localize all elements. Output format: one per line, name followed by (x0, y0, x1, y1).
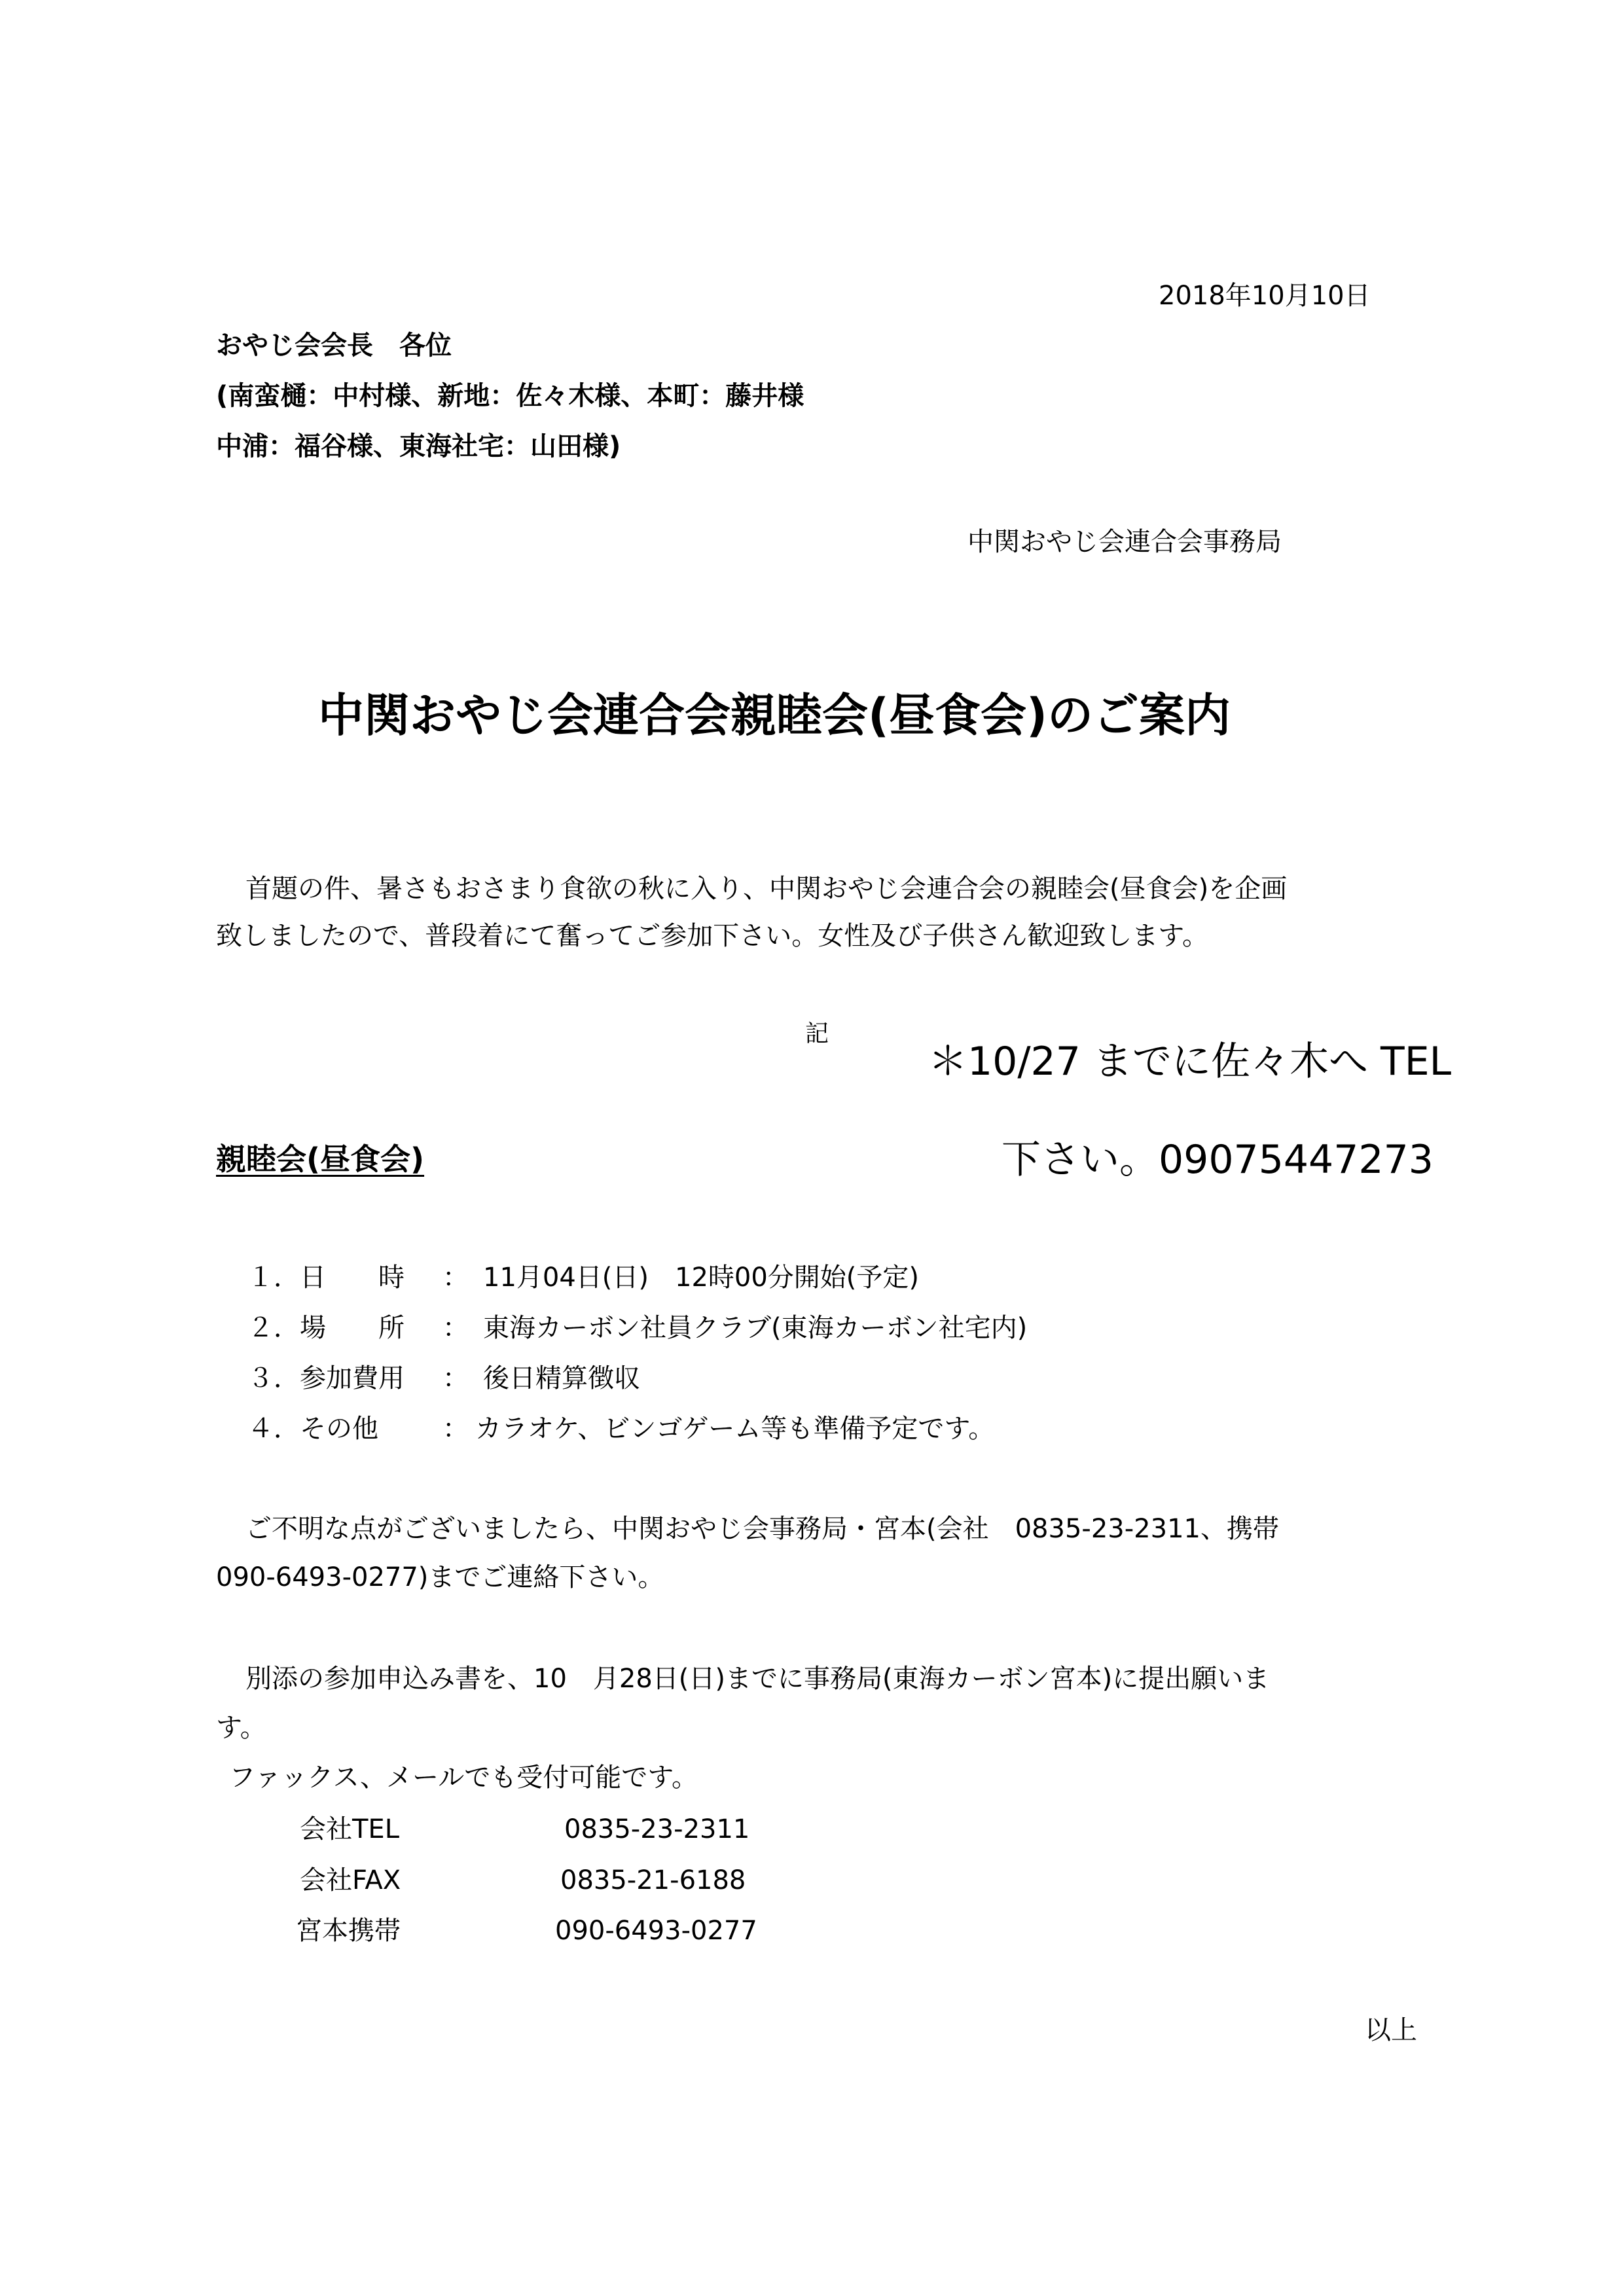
intro-line-2: 致しましたので、普段着にて奮ってご参加下さい。女性及び子供さん歓迎致します。 (216, 921, 1208, 951)
detail-value: 後日精算徴収 (483, 1363, 640, 1393)
rsvp-note-line-1: ＊10/27 までに佐々木へ TEL (928, 1039, 1452, 1085)
closing-mark: 以上 (1365, 2015, 1417, 2045)
detail-label: ４．その他 (247, 1414, 378, 1444)
ki-marker: 記 (805, 1020, 829, 1047)
detail-label: １．日 時 (247, 1263, 405, 1293)
detail-value: 11月04日(日) 12時00分開始(予定) (483, 1263, 920, 1293)
detail-separator: ： (442, 1263, 469, 1293)
contact-value: 090-6493-0277 (555, 1916, 757, 1946)
detail-value: カラオケ、ビンゴゲーム等も準備予定です。 (475, 1414, 995, 1444)
contact-label: 会社TEL (300, 1814, 399, 1844)
intro-line-1: 首題の件、暑さもおさまり食欲の秋に入り、中関おやじ会連合会の親睦会(昼食会)を企画 (245, 874, 1288, 904)
contact-label: 会社FAX (300, 1865, 401, 1895)
rsvp-note-line-2: 下さい。09075447273 (1001, 1137, 1434, 1183)
recipients-line-2: (南蛮樋：中村様、新地：佐々木様、本町：藤井様 (216, 381, 804, 411)
detail-value: 東海カーボン社員クラブ(東海カーボン社宅内) (483, 1313, 1028, 1343)
contact-label: 宮本携帯 (296, 1916, 401, 1946)
detail-separator: ： (442, 1414, 469, 1444)
detail-label: ３．参加費用 (247, 1363, 405, 1393)
inquiry-line-1: ご不明な点がございましたら、中関おやじ会事務局・宮本(会社 0835-23-2311、携帯 (245, 1514, 1279, 1544)
sender-name: 中関おやじ会連合会事務局 (967, 527, 1282, 557)
recipients-line-3: 中浦：福谷様、東海社宅：山田様) (216, 431, 621, 461)
submission-line-1: 別添の参加申込み書を、10 月28日(日)までに事務局(東海カーボン宮本)に提出願いま (245, 1664, 1270, 1694)
submission-line-3: ファックス、メールでも受付可能です。 (229, 1763, 698, 1793)
section-heading: 親睦会(昼食会) (216, 1141, 425, 1177)
recipients-line-1: おやじ会会長 各位 (216, 331, 452, 361)
document-date: 2018年10月10日 (1159, 281, 1371, 311)
contact-value: 0835-21-6188 (560, 1865, 746, 1895)
submission-line-2: す。 (216, 1713, 266, 1743)
detail-label: ２．場 所 (247, 1313, 405, 1343)
inquiry-line-2: 090-6493-0277)までご連絡下さい。 (216, 1562, 664, 1592)
detail-separator: ： (442, 1313, 469, 1343)
contact-value: 0835-23-2311 (564, 1814, 750, 1844)
detail-separator: ： (442, 1363, 469, 1393)
document-title: 中関おやじ会連合会親睦会(昼食会)のご案内 (318, 689, 1231, 742)
